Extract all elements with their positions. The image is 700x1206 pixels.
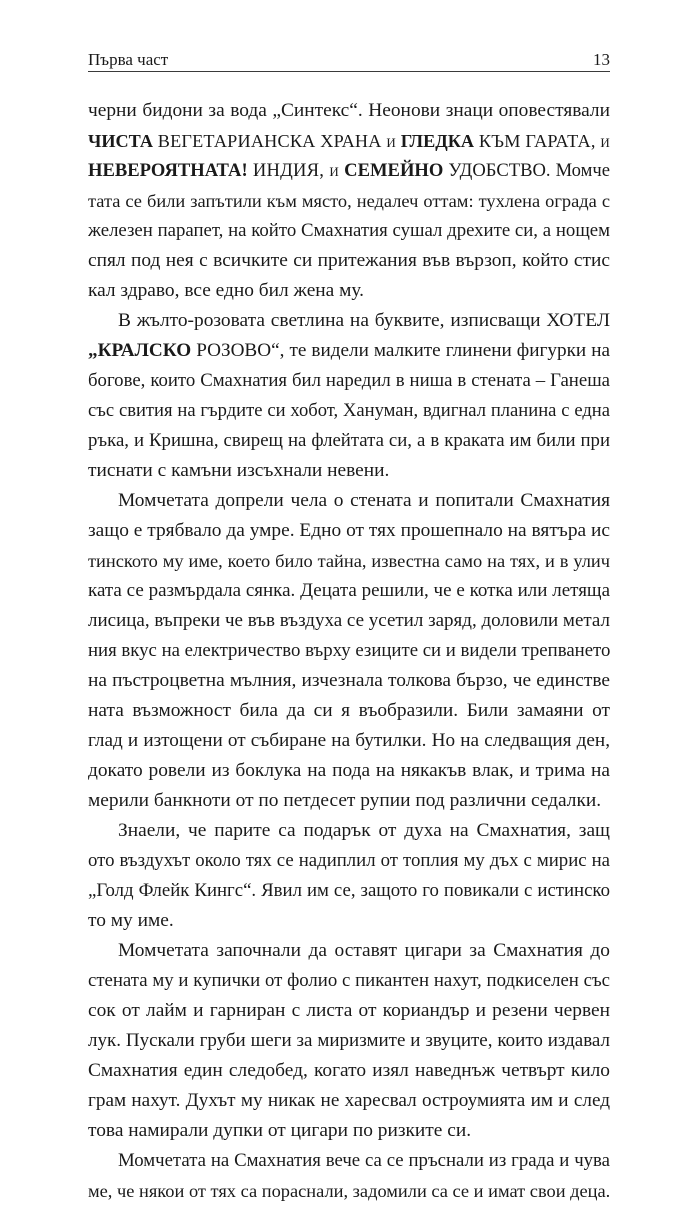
caps-phrase: КЪМ ГАРАТА, и [474,131,610,151]
text-line: със свития на гърдите си хобот, Хануман, вдигнал планина с една [88,400,610,421]
bold-phrase: ЧИСТА [88,131,153,151]
bold-phrase: „КРАЛСКО [88,340,192,361]
text-line: Момчетата допрели чела о стената и попитали Смахнатия [118,490,610,511]
text-line: ката се размърдала сянка. Децата решили, че е котка или летяща [88,580,610,601]
bold-phrase: ГЛЕДКА [400,131,475,151]
body-text [88,96,610,1206]
text-line: сок от лайм и гарниран с листа от кориандър и резени червен [88,1000,610,1021]
text-line: В жълто-розовата светлина на буквите, изписващи ХОТЕЛ [118,310,610,331]
text-line: Момчетата на Смахнатия вече са се пръснали из града и чува [118,1150,610,1171]
paragraph-3 [88,486,610,816]
text-line: Знаели, че парите са подарък от духа на Смахнатия, защ [118,820,610,841]
text-line: то му име. [88,910,174,931]
text-line: „Голд Флейк Кингс“. Явил им се, защото го повикали с истинско [88,880,610,901]
text-line: ме, че някои от тях са пораснали, задомили са се и имат свои деца. [88,1181,610,1201]
bold-phrase: СЕМЕЙНО [344,160,444,181]
text-line [88,156,610,186]
text-line: грам нахут. Духът му никак не харесвал остроумията им и след [88,1090,610,1111]
text-line: стената му и купички от фолио с пикантен нахут, подкиселен със [88,970,610,991]
text-line: това намирали дупки от цигари по ризките си. [88,1120,472,1141]
text-line: тиснати с камъни изсъхнали невени. [88,460,390,481]
caps-phrase: ВЕГЕТАРИАНСКА ХРАНА и [153,131,401,151]
text-phrase: РОЗОВО“, те видели малките глинени фигурки на [191,340,610,361]
text-line [88,336,610,366]
paragraph-5 [88,936,610,1146]
text-line: лук. Пускали груби шеги за миризмите и звуците, които издавал [88,1030,610,1051]
text-line [88,126,610,156]
text-line: богове, които Смахнатия бил наредил в ниша в стената – Ганеша [88,370,610,391]
text-line: ната възможност била да си я въобразили. Били замаяни от [88,700,610,721]
paragraph-1 [88,96,610,306]
text-line: докато ровели из боклука на пода на някакъв влак, и трима на [88,760,610,781]
text-line: спял под нея с всичките си притежания във вързоп, който стис [88,250,610,271]
text-line: тинското му име, което било тайна, известна само на тях, и в улич [88,551,610,571]
text-line: мерили банкноти от по петдесет рупии под различни седалки. [88,790,602,811]
caps-phrase: ИНДИЯ, и [247,160,345,181]
bold-phrase: НЕВЕРОЯТНАТА! [88,160,248,181]
text-line: Смахнатия един следобед, когато изял наведнъж четвърт кило [88,1060,610,1081]
text-line: глад и изтощени от събиране на бутилки. Но на следващия ден, [88,730,610,751]
paragraph-6 [88,1146,610,1206]
section-title: Първа част [88,50,169,69]
text-line: Момчетата започнали да оставят цигари за Смахнатия до [118,940,610,961]
text-line: железен парапет, на който Смахнатия сушал дрехите си, а нощем [88,220,610,241]
text-line: ото въздухът около тях се надиплил от топлия му дъх с мирис на [88,850,610,871]
running-head [88,44,610,70]
paragraph-2 [88,306,610,486]
text-line: кал здраво, все едно бил жена му. [88,280,365,301]
paragraph-4 [88,816,610,936]
text-line: черни бидони за вода „Синтекс“. Неонови знаци оповестявали [88,100,610,121]
page-number: 13 [593,50,610,69]
text-line: ръка, и Кришна, свирещ на флейтата си, а в краката им били при [88,430,610,451]
text-line: ния вкус на електричество върху езиците си и видели трепването [88,640,610,661]
header-rule [88,71,610,72]
text-line: лисица, въпреки че във въздуха се усетил заряд, доловили метал [88,610,610,631]
text-line: тата се били запътили към място, недалеч оттам: тухлена ограда с [88,191,610,211]
text-line: на пъстроцветна мълния, изчезнала толкова бързо, че единстве [88,670,610,691]
caps-phrase: УДОБСТВО. Момче [443,160,610,181]
text-line: защо е трябвало да умре. Едно от тях прошепнало на вятъра ис [88,520,610,541]
